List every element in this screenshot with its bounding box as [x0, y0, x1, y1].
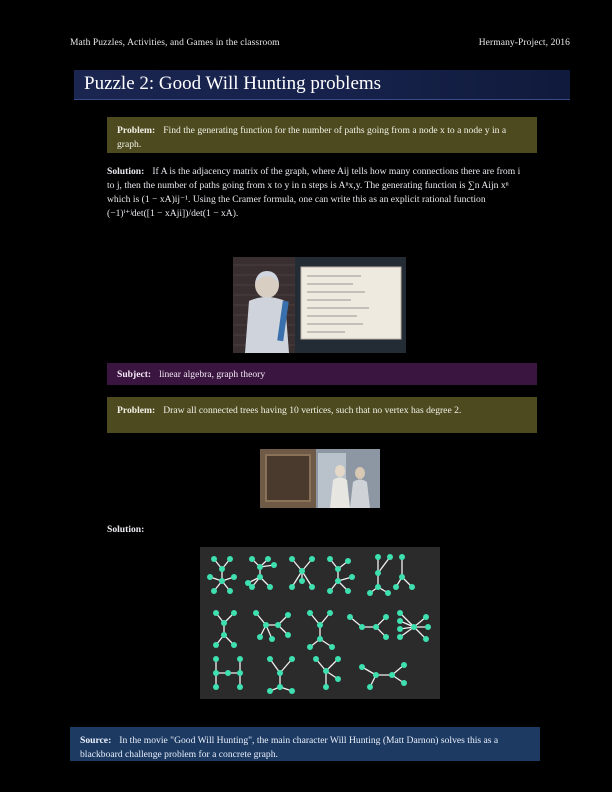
- problem-2-label: Problem:: [117, 405, 156, 416]
- subject-block: [107, 363, 537, 385]
- source-text: In the movie "Good Will Hunting", the main character Will Hunting (Matt Darnon) solves this as a blackboard challenge problem for a concrete graph.: [80, 735, 499, 760]
- source-block: [70, 727, 540, 761]
- hallway-photo-graphic: [260, 449, 380, 508]
- problem-2-text: Draw all connected trees having 10 vertices, such that no vertex has degree 2.: [163, 405, 462, 416]
- blackboard-photo: [233, 257, 406, 353]
- header-right-text: Hermany-Project, 2016: [478, 38, 570, 48]
- solution-2-label: Solution:: [107, 524, 145, 535]
- source-label: Source:: [80, 735, 112, 746]
- problem-2-block: [107, 397, 537, 433]
- hallway-photo: [260, 449, 380, 508]
- page-header: [70, 38, 570, 48]
- subject-label: Subject:: [117, 369, 152, 380]
- solution-1-text: If A is the adjacency matrix of the graph, where Aij tells how many connections there are from i to j, then the number of paths going from x to y in n steps is Aⁿx,y. The generating function is ∑n Aijn xⁿ which is (1 − xA)ij⁻¹. Using the Cramer formula, one can write this as an explicit rational function (−1)ⁱ⁺ʲdet([1 − xAji])/det(1 − xA).: [107, 166, 521, 219]
- trees-figure: [200, 547, 440, 699]
- problem-1-text: Find the generating function for the number of paths going from a node x to a node y in a graph.: [117, 125, 507, 150]
- blackboard-photo-graphic: [233, 257, 406, 353]
- trees-figure-graphic: [200, 547, 440, 699]
- solution-1-label: Solution:: [107, 166, 145, 177]
- problem-1-block: [107, 117, 537, 153]
- header-left-text: Math Puzzles, Activities, and Games in the classroom: [70, 38, 280, 48]
- subject-text: linear algebra, graph theory: [159, 369, 266, 380]
- solution-1-block: [107, 165, 537, 251]
- page-title: Puzzle 2: Good Will Hunting problems: [84, 73, 382, 94]
- problem-1-label: Problem:: [117, 125, 156, 136]
- puzzle-title-bar: [74, 70, 570, 100]
